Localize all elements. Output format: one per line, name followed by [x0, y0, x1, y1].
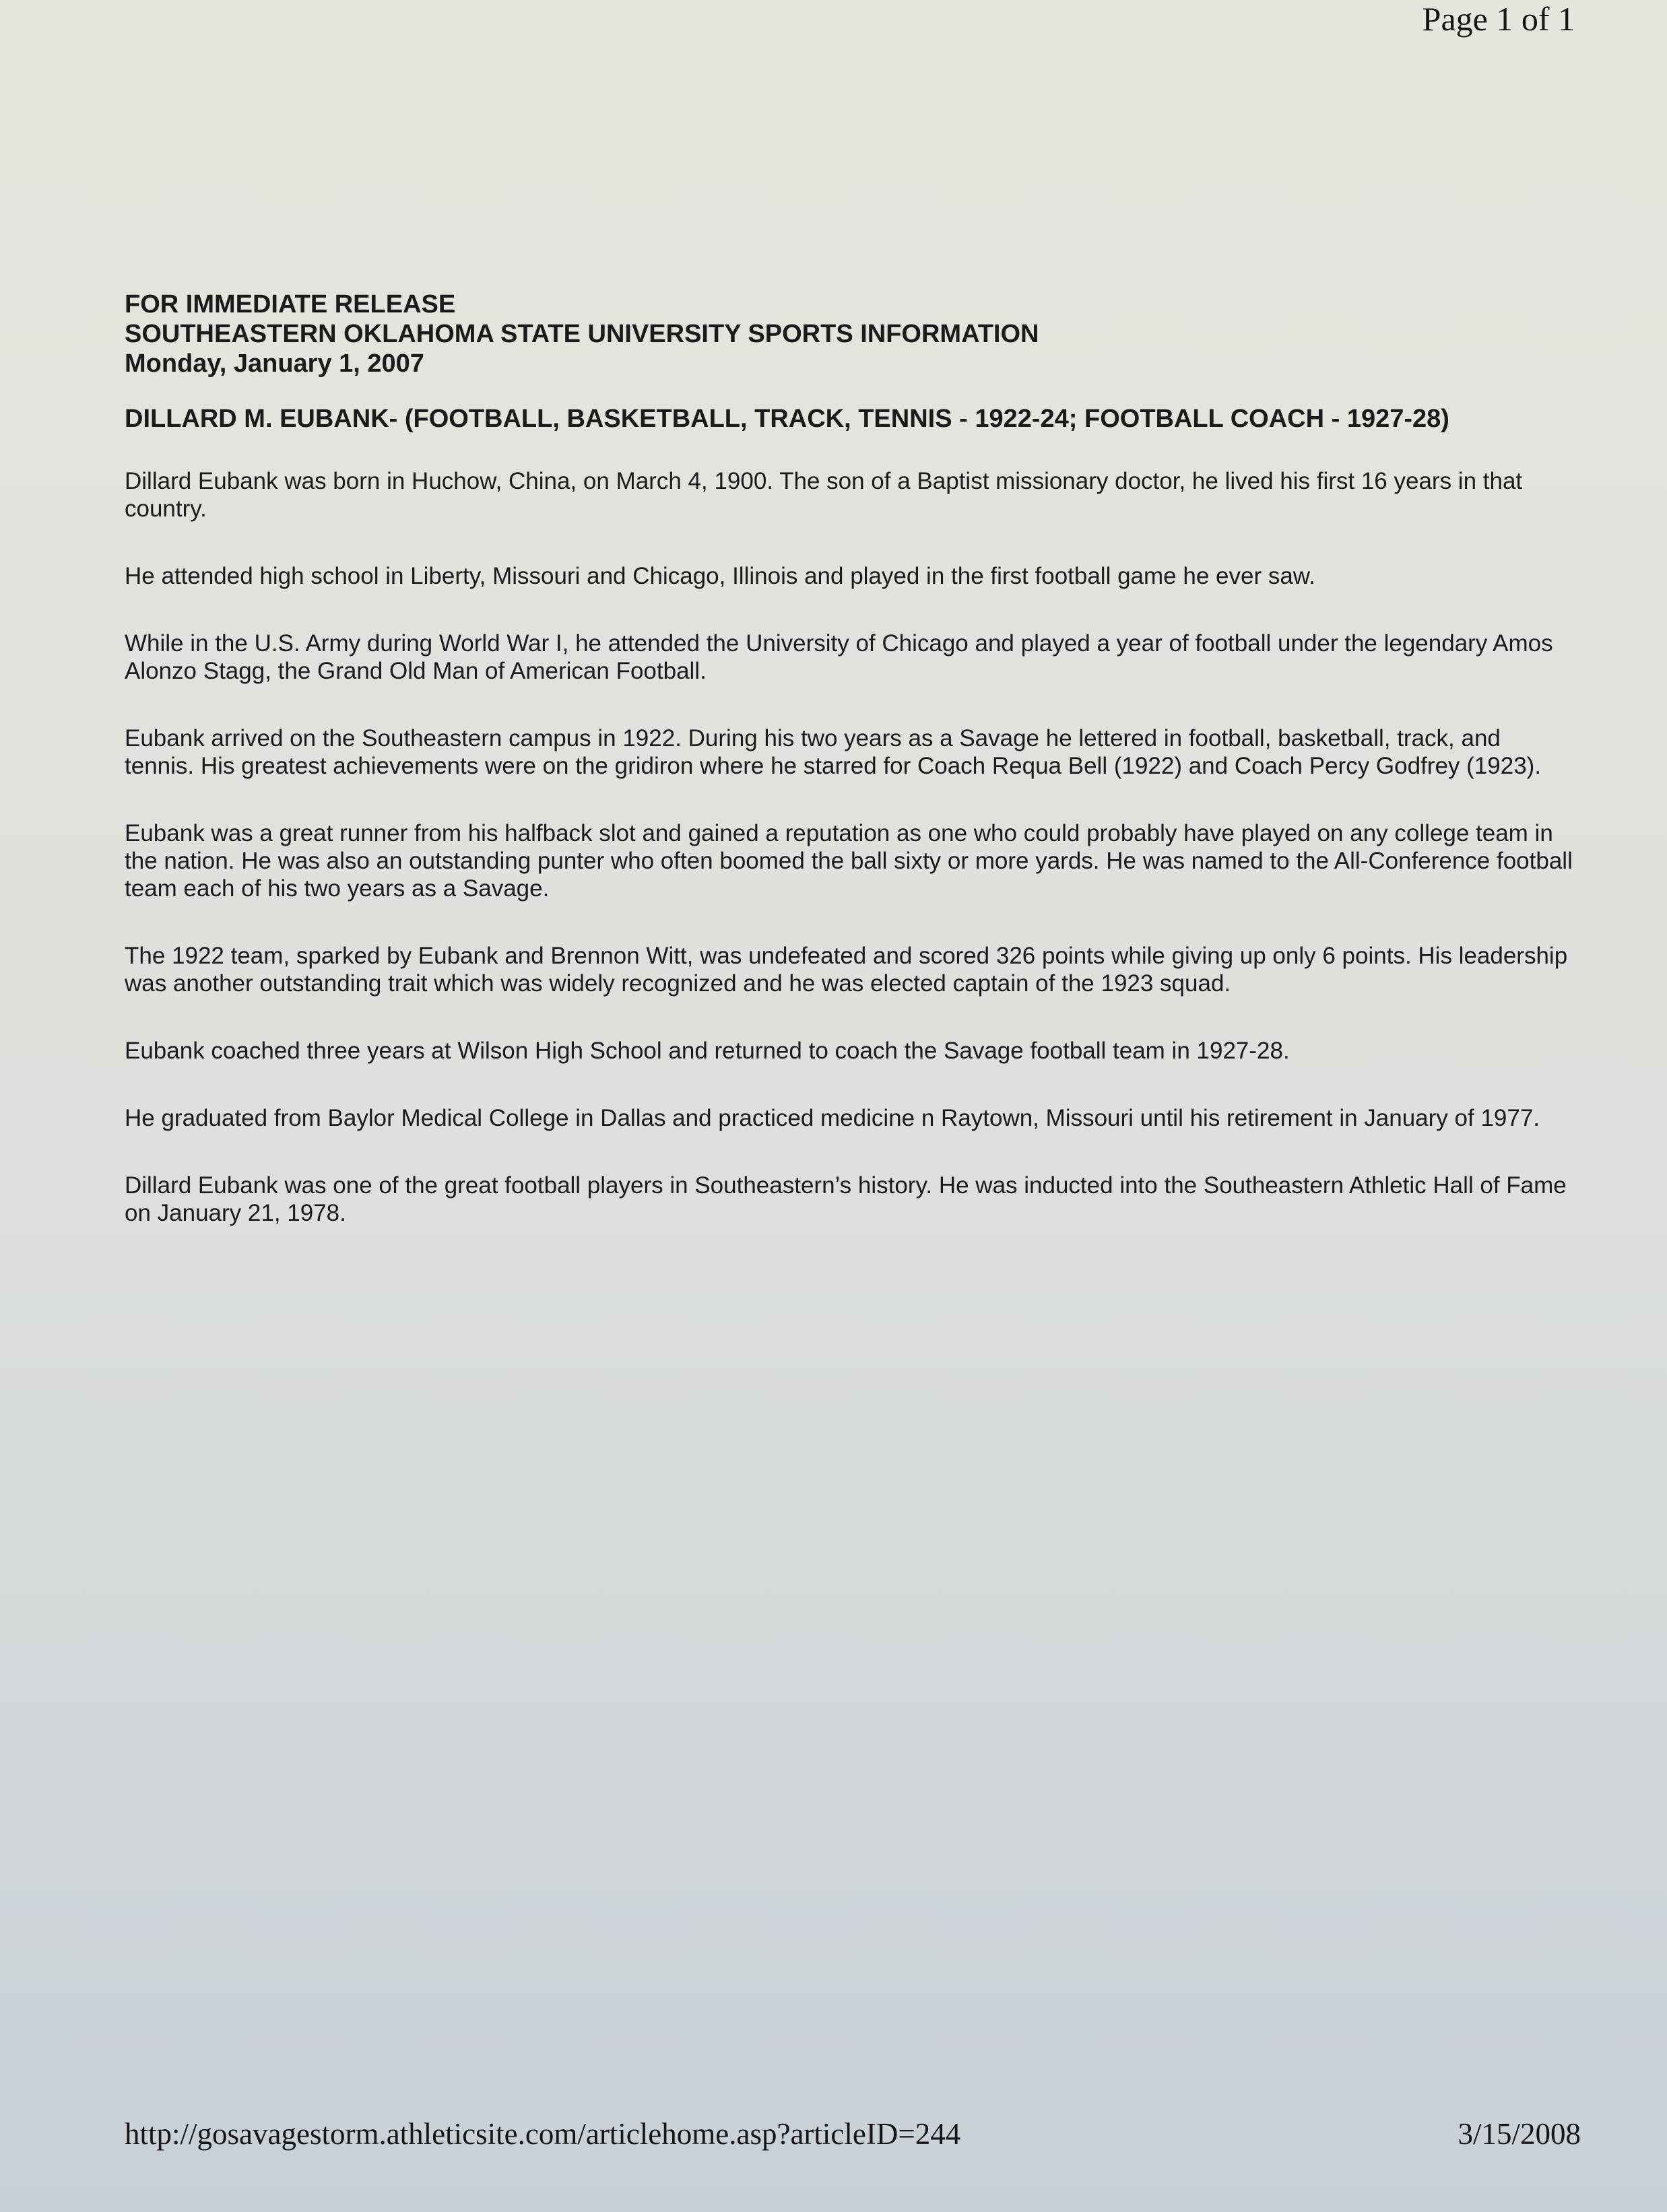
paragraph-army: While in the U.S. Army during World War I, he attended the University of Chicago and played a year of football under the legendary Amos Alonzo Stagg, the Grand Old Man of American Football.: [125, 630, 1553, 684]
paragraph-runner: Eubank was a great runner from his halfback slot and gained a reputation as one who could probably have played on any college team in the nation. He was also an outstanding punter who often boomed the ball sixty or more yards. He was named to the All-Conference football team each of his two years as a Savage.: [125, 820, 1573, 902]
paragraph-medicine: He graduated from Baylor Medical College in Dallas and practiced medicine n Raytown, Missouri until his retirement in January of 1977.: [125, 1105, 1540, 1131]
footer-date: 3/15/2008: [1458, 2117, 1581, 2151]
article-headline: DILLARD M. EUBANK- (FOOTBALL, BASKETBALL, TRACK, TENNIS - 1922-24; FOOTBALL COACH - 1927-28): [125, 405, 1449, 433]
paragraph-high-school: He attended high school in Liberty, Missouri and Chicago, Illinois and played in the first football game he ever saw.: [125, 563, 1315, 589]
release-header: [125, 290, 1576, 378]
release-date: Monday, January 1, 2007: [125, 349, 424, 378]
paragraph-hall-of-fame: Dillard Eubank was one of the great football players in Southeastern’s history. He was inducted into the Southeastern Athletic Hall of Fame on January 21, 1978.: [125, 1172, 1567, 1226]
paragraph-coaching: Eubank coached three years at Wilson High School and returned to coach the Savage football team in 1927-28.: [125, 1038, 1290, 1064]
paragraph-southeastern: Eubank arrived on the Southeastern campus in 1922. During his two years as a Savage he lettered in football, basketball, track, and tennis. His greatest achievements were on the gridiron where he starred for Coach Requa Bell (1922) and Coach Percy Godfrey (1923).: [125, 725, 1542, 779]
article-body: [125, 290, 1576, 1267]
paragraph-1922-team: The 1922 team, sparked by Eubank and Brennon Witt, was undefeated and scored 326 points while giving up only 6 points. His leadership was another outstanding trait which was widely recognized and he was elected captain of the 1923 squad.: [125, 943, 1568, 997]
paragraph-birth: Dillard Eubank was born in Huchow, China, on March 4, 1900. The son of a Baptist missionary doctor, he lived his first 16 years in that country.: [125, 468, 1523, 522]
organization-name: SOUTHEASTERN OKLAHOMA STATE UNIVERSITY SPORTS INFORMATION: [125, 320, 1039, 348]
footer-url: http://gosavagestorm.athleticsite.com/articlehome.asp?articleID=244: [125, 2117, 961, 2151]
page-number: Page 1 of 1: [1422, 0, 1575, 38]
release-label: FOR IMMEDIATE RELEASE: [125, 290, 456, 319]
